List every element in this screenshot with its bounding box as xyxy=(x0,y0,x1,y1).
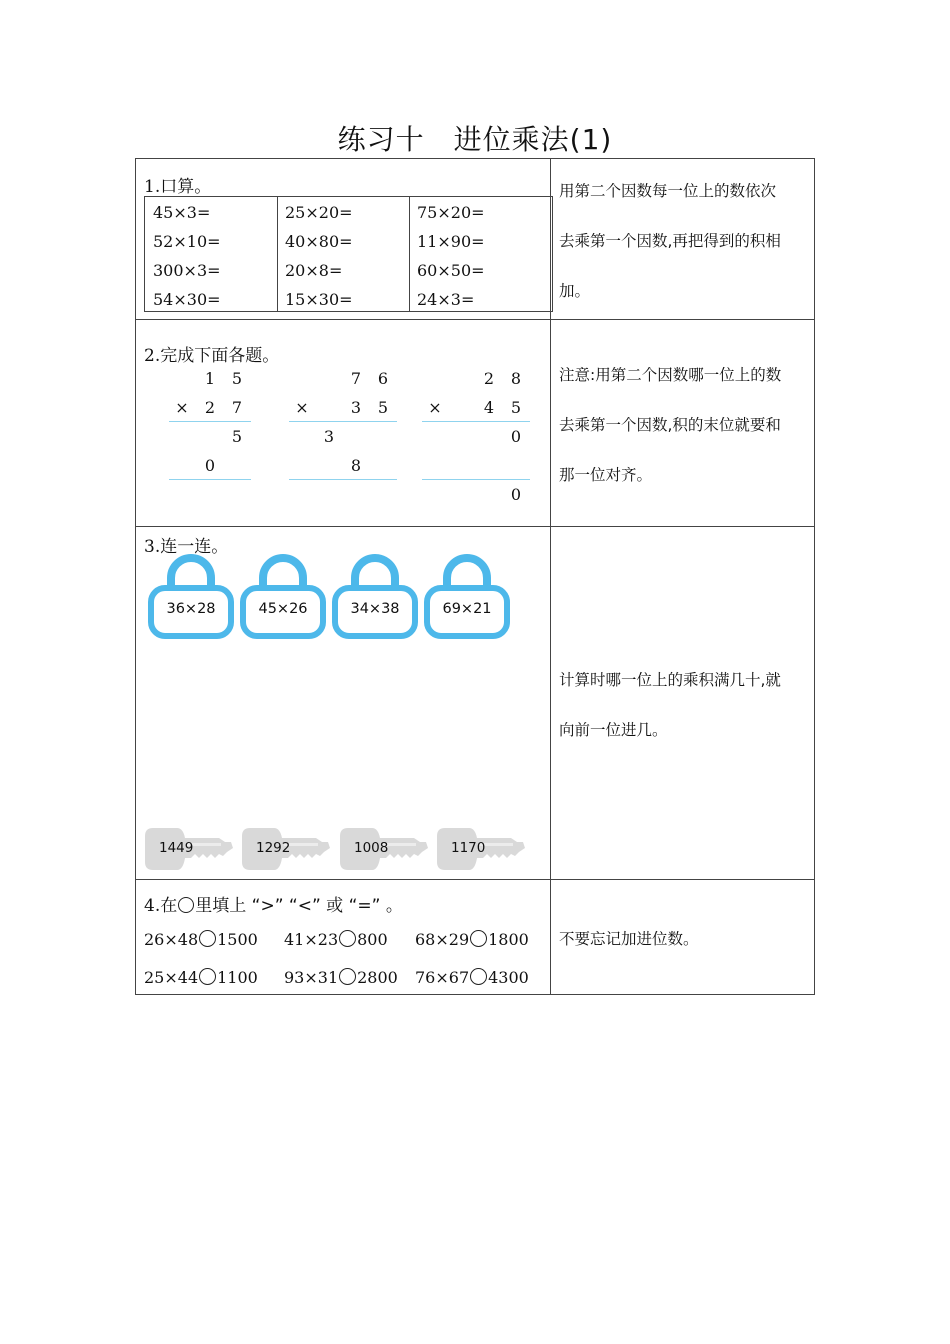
question-label: 口算。 xyxy=(160,177,212,197)
padlock-icon xyxy=(423,554,511,640)
padlock-icon xyxy=(147,554,235,640)
question-1-tip: 用第二个因数每一位上的数依次 去乘第一个因数,再把得到的积相 加。 xyxy=(559,182,781,300)
question-2-cell xyxy=(135,319,550,526)
question-2-tip: 注意:用第二个因数哪一位上的数 去乘第一个因数,积的末位就要和 那一位对齐。 xyxy=(559,366,782,484)
question-1-heading xyxy=(144,172,211,197)
vertical-multiplication-1: 1 5 × 2 7 5 0 xyxy=(165,369,255,519)
padlock-label: 36×28 xyxy=(166,601,216,617)
answer-circle[interactable] xyxy=(339,930,356,947)
circle-icon xyxy=(178,897,194,913)
oral-column xyxy=(277,197,409,311)
key-label: 1292 xyxy=(256,840,291,856)
key-label: 1449 xyxy=(159,840,194,856)
oral-item: 75×20= xyxy=(417,203,485,222)
compare-item: 68×29 1800 xyxy=(415,930,529,949)
compare-item: 25×44 1100 xyxy=(144,968,258,987)
answer-circle[interactable] xyxy=(199,968,216,985)
answer-circle[interactable] xyxy=(339,968,356,985)
key-3[interactable] xyxy=(338,826,430,874)
question-3-tip: 计算时哪一位上的乘积满几十,就 向前一位进几。 xyxy=(559,671,781,739)
oral-column xyxy=(409,197,552,311)
answer-circle[interactable] xyxy=(470,930,487,947)
oral-item: 45×3= xyxy=(153,203,211,222)
question-number: 4. xyxy=(144,896,161,916)
question-label: 完成下面各题。 xyxy=(160,346,280,366)
question-2-heading xyxy=(144,341,279,366)
oral-item: 40×80= xyxy=(285,232,353,251)
oral-item: 54×30= xyxy=(153,290,221,309)
question-number: 1. xyxy=(144,177,161,197)
oral-item: 300×3= xyxy=(153,261,221,280)
oral-item: 60×50= xyxy=(417,261,485,280)
vertical-multiplication-2: 7 6 × 3 5 3 8 xyxy=(285,369,400,519)
padlock-3[interactable] xyxy=(331,554,419,640)
compare-item: 93×31 2800 xyxy=(284,968,398,987)
key-2[interactable] xyxy=(240,826,332,874)
question-4-tip: 不要忘记加进位数。 xyxy=(559,930,699,948)
padlock-1[interactable] xyxy=(147,554,235,640)
oral-column xyxy=(145,197,277,311)
oral-calc-grid xyxy=(144,196,553,312)
exercise-table xyxy=(135,158,815,995)
oral-item: 11×90= xyxy=(417,232,485,251)
padlock-label: 69×21 xyxy=(442,601,492,617)
oral-item: 52×10= xyxy=(153,232,221,251)
padlock-icon xyxy=(331,554,419,640)
padlock-icon xyxy=(239,554,327,640)
key-label: 1008 xyxy=(354,840,389,856)
oral-item: 25×20= xyxy=(285,203,353,222)
compare-item: 26×48 1500 xyxy=(144,930,258,949)
key-1[interactable] xyxy=(143,826,235,874)
oral-item: 20×8= xyxy=(285,261,343,280)
question-4-heading: 4.在 里填上 “>” “<” 或 “=” 。 xyxy=(144,896,403,916)
padlock-label: 34×38 xyxy=(350,601,400,617)
page-title: 练习十 进位乘法(1) xyxy=(337,123,613,156)
oral-item: 15×30= xyxy=(285,290,353,309)
vertical-multiplication-3: 2 8 × 4 5 0 0 xyxy=(418,369,533,519)
answer-circle[interactable] xyxy=(470,968,487,985)
key-label: 1170 xyxy=(451,840,486,856)
oral-item: 24×3= xyxy=(417,290,475,309)
padlock-2[interactable] xyxy=(239,554,327,640)
question-label: 连一连。 xyxy=(160,537,229,557)
question-number: 3. xyxy=(144,537,161,557)
padlock-4[interactable] xyxy=(423,554,511,640)
padlock-label: 45×26 xyxy=(258,601,308,617)
question-4-cell xyxy=(135,879,550,994)
question-1-cell xyxy=(135,158,550,319)
multiply-sign: × xyxy=(295,398,309,417)
compare-item: 76×67 4300 xyxy=(415,968,529,987)
key-4[interactable] xyxy=(435,826,527,874)
multiply-sign: × xyxy=(175,398,189,417)
question-number: 2. xyxy=(144,346,161,366)
multiply-sign: × xyxy=(428,398,442,417)
compare-item: 41×23 800 xyxy=(284,930,388,949)
answer-circle[interactable] xyxy=(199,930,216,947)
